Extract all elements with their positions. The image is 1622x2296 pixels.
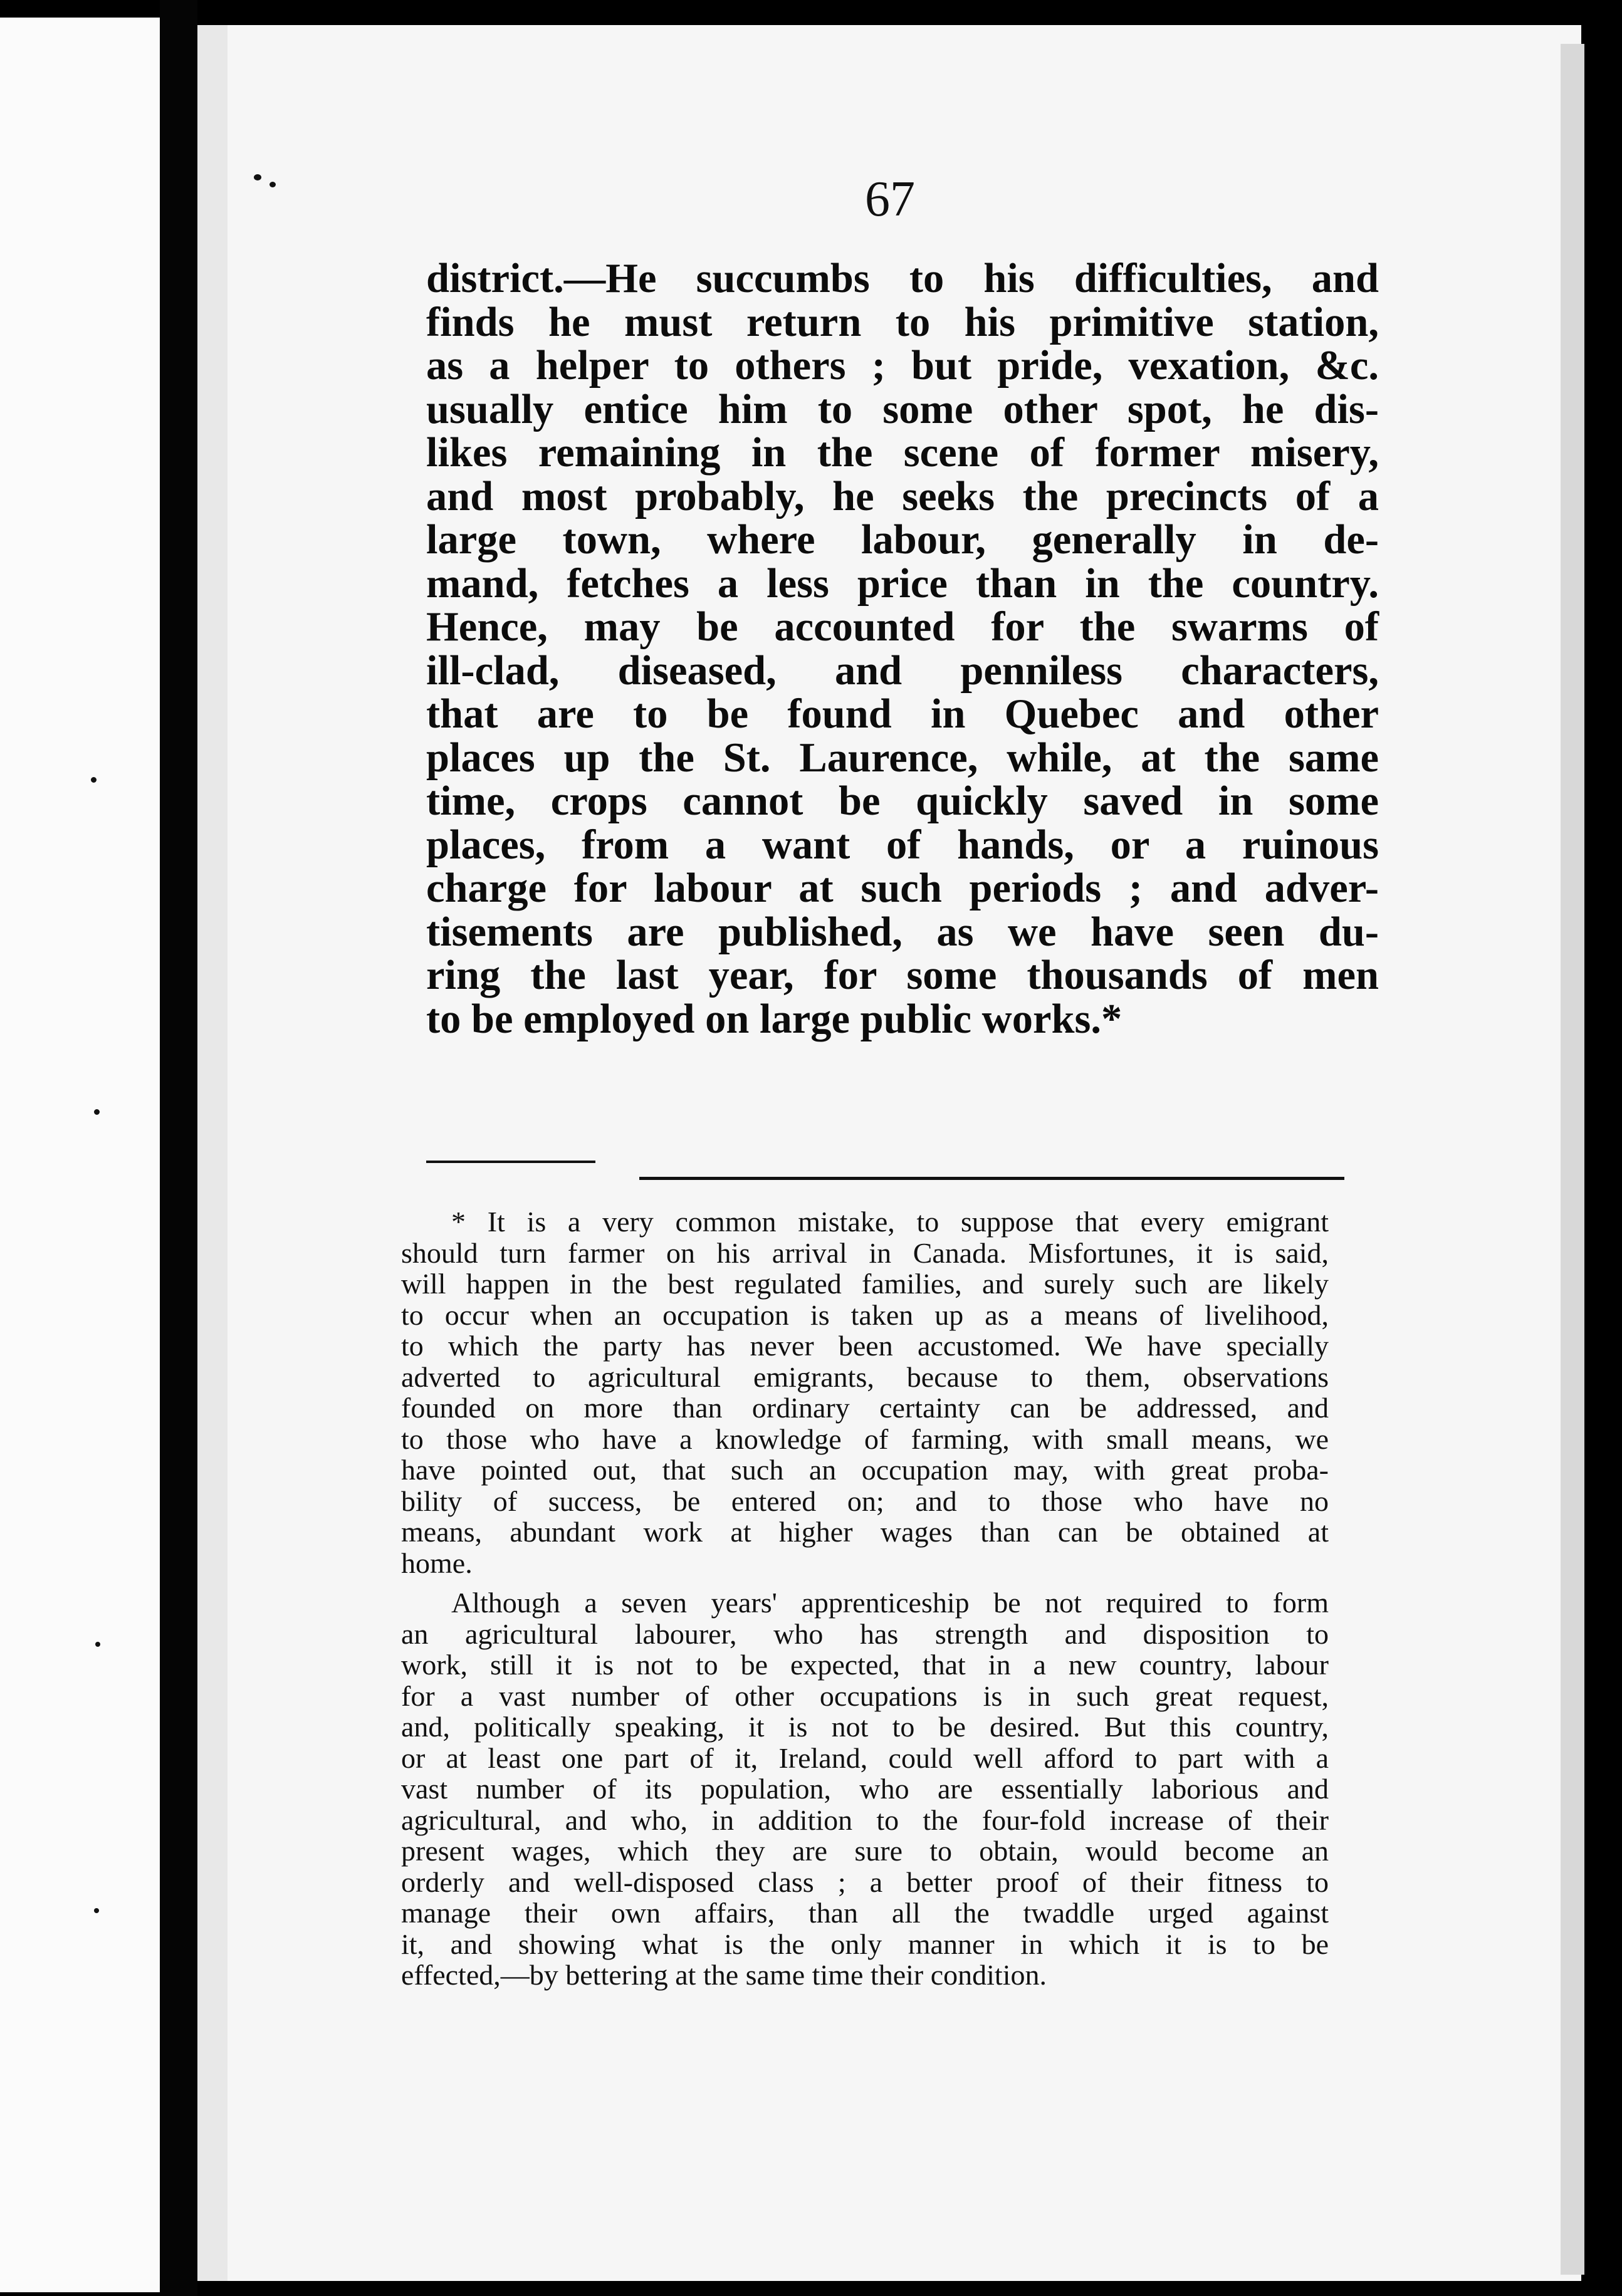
footnote-rule-right [639,1177,1344,1180]
text-line: and most probably, he seeks the precincts of a [426,473,1379,519]
footnote-line: it, and showing what is the only manner in which it is to be [401,1928,1329,1960]
footnote-line: for a vast number of other occupations is in such great request, [401,1679,1329,1712]
page-inner-margin [197,25,228,2281]
text-line: mand, fetches a less price than in the country. [426,560,1379,607]
text-line: Hence, may be accounted for the swarms of [426,604,1379,650]
main-text [426,257,1379,1041]
footnote-line: have pointed out, that such an occupation may, with great proba- [401,1454,1329,1486]
footnote-line: adverted to agricultural emigrants, because to them, observations [401,1360,1329,1393]
footnote-line: bility of success, be entered on; and to those who have no [401,1485,1329,1517]
footnote-line: or at least one part of it, Ireland, could well afford to part with a [401,1741,1329,1774]
footnote-paragraph [401,1587,1329,1991]
text-line: places, from a want of hands, or a ruinous [426,822,1379,868]
ink-speck [95,1642,100,1647]
text-line: places up the St. Laurence, while, at the same [426,734,1379,781]
text-line: large town, where labour, generally in de- [426,517,1379,563]
footnote-line: to occur when an occupation is taken up as a means of livelihood, [401,1298,1329,1331]
footnote-line: means, abundant work at higher wages than can be obtained at [401,1516,1329,1548]
footnote-line: an agricultural labourer, who has strength and disposition to [401,1617,1329,1650]
text-line: ring the last year, for some thousands of men [426,952,1379,998]
footnote-line: * It is a very common mistake, to suppose that every emigrant [451,1206,1329,1238]
footnote-line: and, politically speaking, it is not to be desired. But this country, [401,1711,1329,1743]
footnote-block [401,1206,1329,1991]
ink-speck [269,182,276,187]
page-number: 67 [865,172,915,227]
book-gutter [160,0,197,2296]
text-line: tisements are published, as we have seen du- [426,909,1379,955]
facing-page-edge [0,18,160,2292]
footnote-rule-left [426,1161,595,1163]
text-line: finds he must return to his primitive station, [426,299,1379,345]
footnote-paragraph [401,1206,1329,1578]
text-line: to be employed on large public works.* [426,996,1122,1042]
footnote-line: orderly and well-disposed class ; a better proof of their fitness to [401,1866,1329,1898]
ink-speck [94,1908,99,1913]
footnote-line: to which the party has never been accustomed. We have specially [401,1330,1329,1362]
footnote-line: will happen in the best regulated families, and surely such are likely [401,1268,1329,1300]
footnote-line: agricultural, and who, in addition to the four-fold increase of their [401,1803,1329,1836]
footnote-line: Although a seven years' apprenticeship be not required to form [451,1587,1329,1619]
footnote-line: home. [401,1547,473,1579]
text-line: time, crops cannot be quickly saved in some [426,778,1379,824]
text-line: that are to be found in Quebec and other [426,691,1379,737]
page-outer-edge [1561,44,1584,2275]
footnote-line: work, still it is not to be expected, that in a new country, labour [401,1649,1329,1681]
text-line: usually entice him to some other spot, he dis- [426,386,1379,432]
footnote-line: founded on more than ordinary certainty can be addressed, and [401,1392,1329,1424]
text-line: ill-clad, diseased, and penniless characters, [426,647,1379,694]
text-line: charge for labour at such periods ; and adver- [426,865,1379,911]
ink-speck [94,1109,100,1115]
text-line: as a helper to others ; but pride, vexation, &c. [426,343,1379,389]
footnote-line: effected,—by bettering at the same time their condition. [401,1959,1047,1991]
footnote-line: manage their own affairs, than all the twaddle urged against [401,1897,1329,1929]
footnote-line: vast number of its population, who are essentially laborious and [401,1773,1329,1805]
text-line: likes remaining in the scene of former misery, [426,430,1379,476]
text-line: district.—He succumbs to his difficulties, and [426,256,1379,301]
ink-speck [254,174,261,180]
footnote-line: present wages, which they are sure to obtain, would become an [401,1835,1329,1867]
footnote-line: to those who have a knowledge of farming, with small means, we [401,1422,1329,1455]
ink-speck [91,777,97,783]
footnote-line: should turn farmer on his arrival in Canada. Misfortunes, it is said, [401,1236,1329,1269]
